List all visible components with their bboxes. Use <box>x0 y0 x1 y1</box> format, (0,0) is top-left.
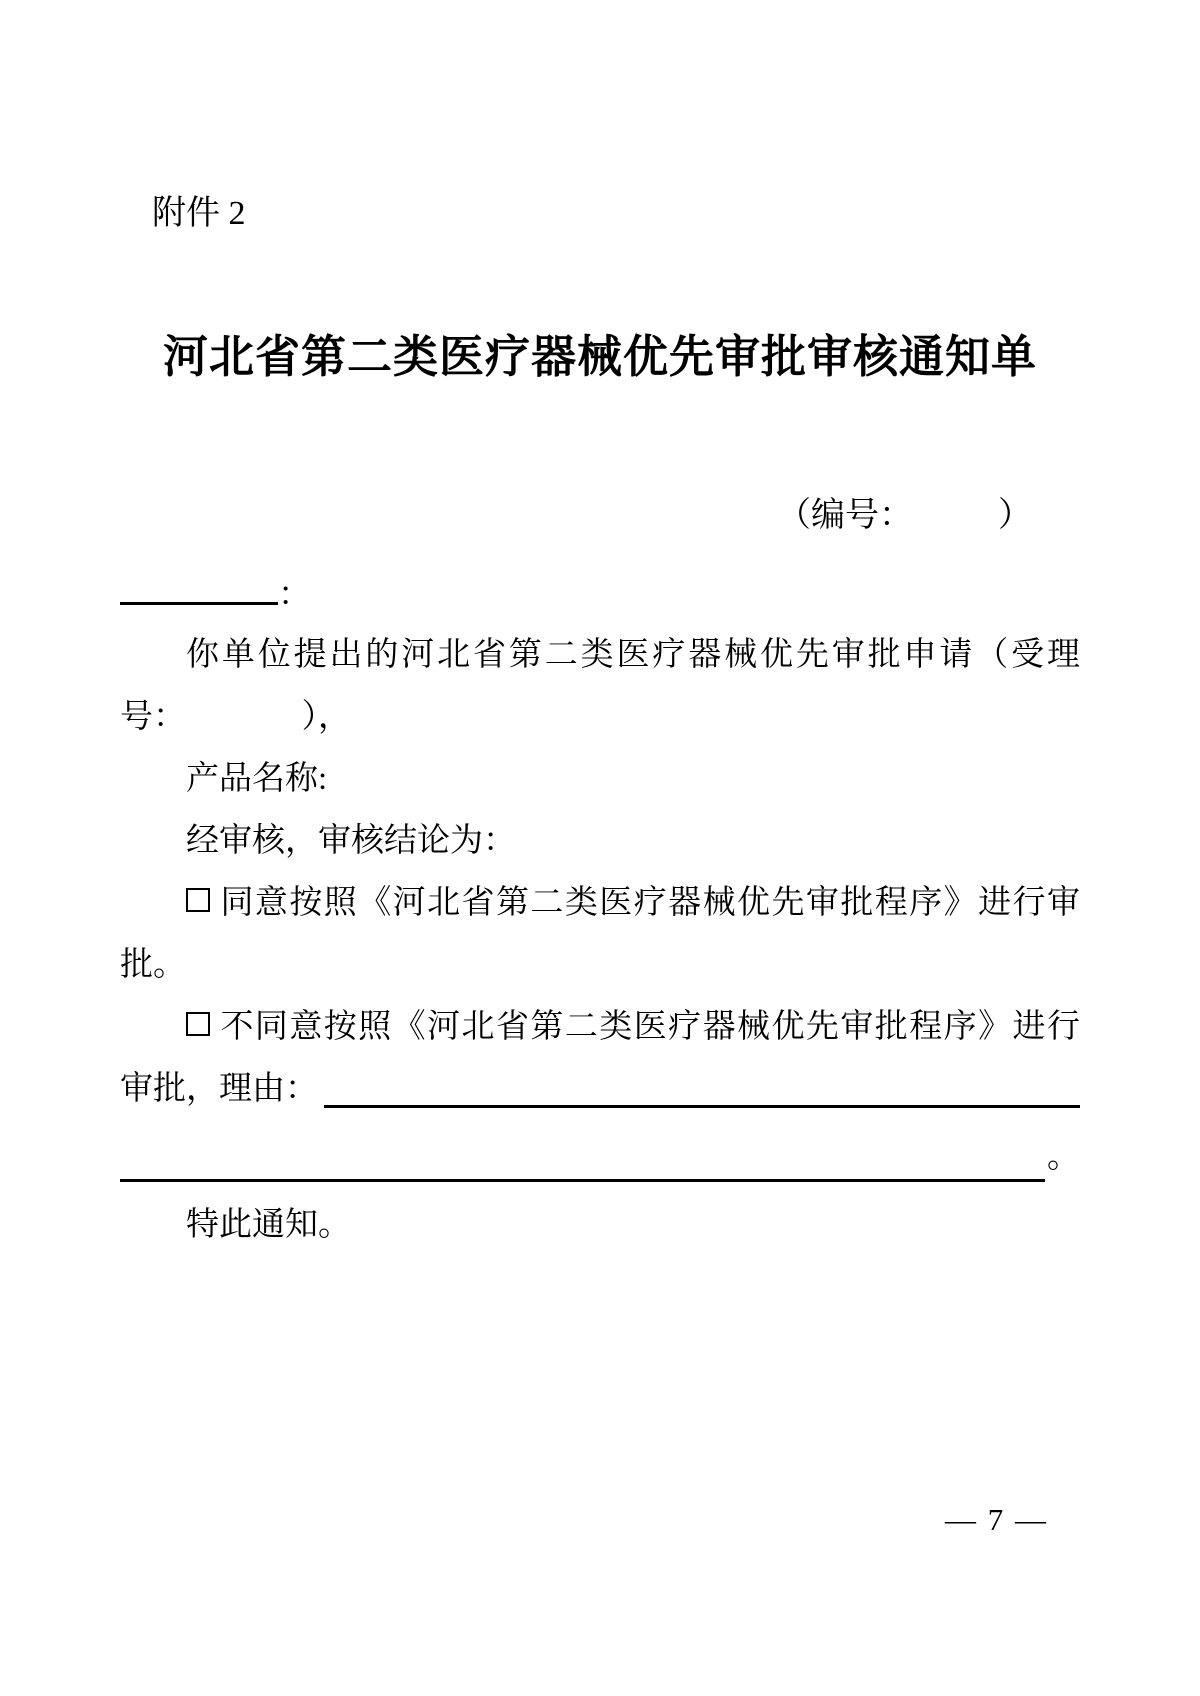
page-number: — 7 — <box>945 1502 1048 1537</box>
document-body <box>120 562 1080 1256</box>
disagree-option-label: 不同意按照《河北省第二类医疗器械优先审批程序》进行 <box>219 1009 1080 1045</box>
agree-option-line2: 批。 <box>120 947 186 983</box>
blank-line-fullstop: 。 <box>1047 1139 1080 1175</box>
addressee-line <box>120 562 1080 624</box>
product-name-label: 产品名称: <box>186 761 328 797</box>
agree-option-label: 同意按照《河北省第二类医疗器械优先审批程序》进行审 <box>219 885 1080 921</box>
reason-blank-line-1 <box>324 1058 1080 1108</box>
agree-option-line1 <box>120 872 1080 934</box>
closing-line: 特此通知。 <box>186 1207 351 1243</box>
agree-checkbox-icon <box>186 888 210 912</box>
disagree-reason-line <box>120 1058 1080 1120</box>
disagree-option-line1 <box>120 996 1080 1058</box>
disagree-reason-label: 审批，理由： <box>120 1071 318 1107</box>
addressee-colon: ： <box>278 577 311 613</box>
reason-continuation-line <box>120 1120 1080 1194</box>
application-sentence-line2: 号： ）， <box>120 699 351 735</box>
attachment-label: 附件 2 <box>152 195 246 232</box>
review-conclusion-label: 经审核，审核结论为： <box>186 823 516 859</box>
addressee-blank-line <box>120 562 278 605</box>
disagree-checkbox-icon <box>186 1012 210 1036</box>
page-title: 河北省第二类医疗器械优先审批审核通知单 <box>162 332 1037 382</box>
document-number-line: （编号： ） <box>777 497 1032 534</box>
reason-blank-line-2 <box>120 1120 1045 1182</box>
application-sentence-line1: 你单位提出的河北省第二类医疗器械优先审批申请（受理 <box>186 637 1080 673</box>
